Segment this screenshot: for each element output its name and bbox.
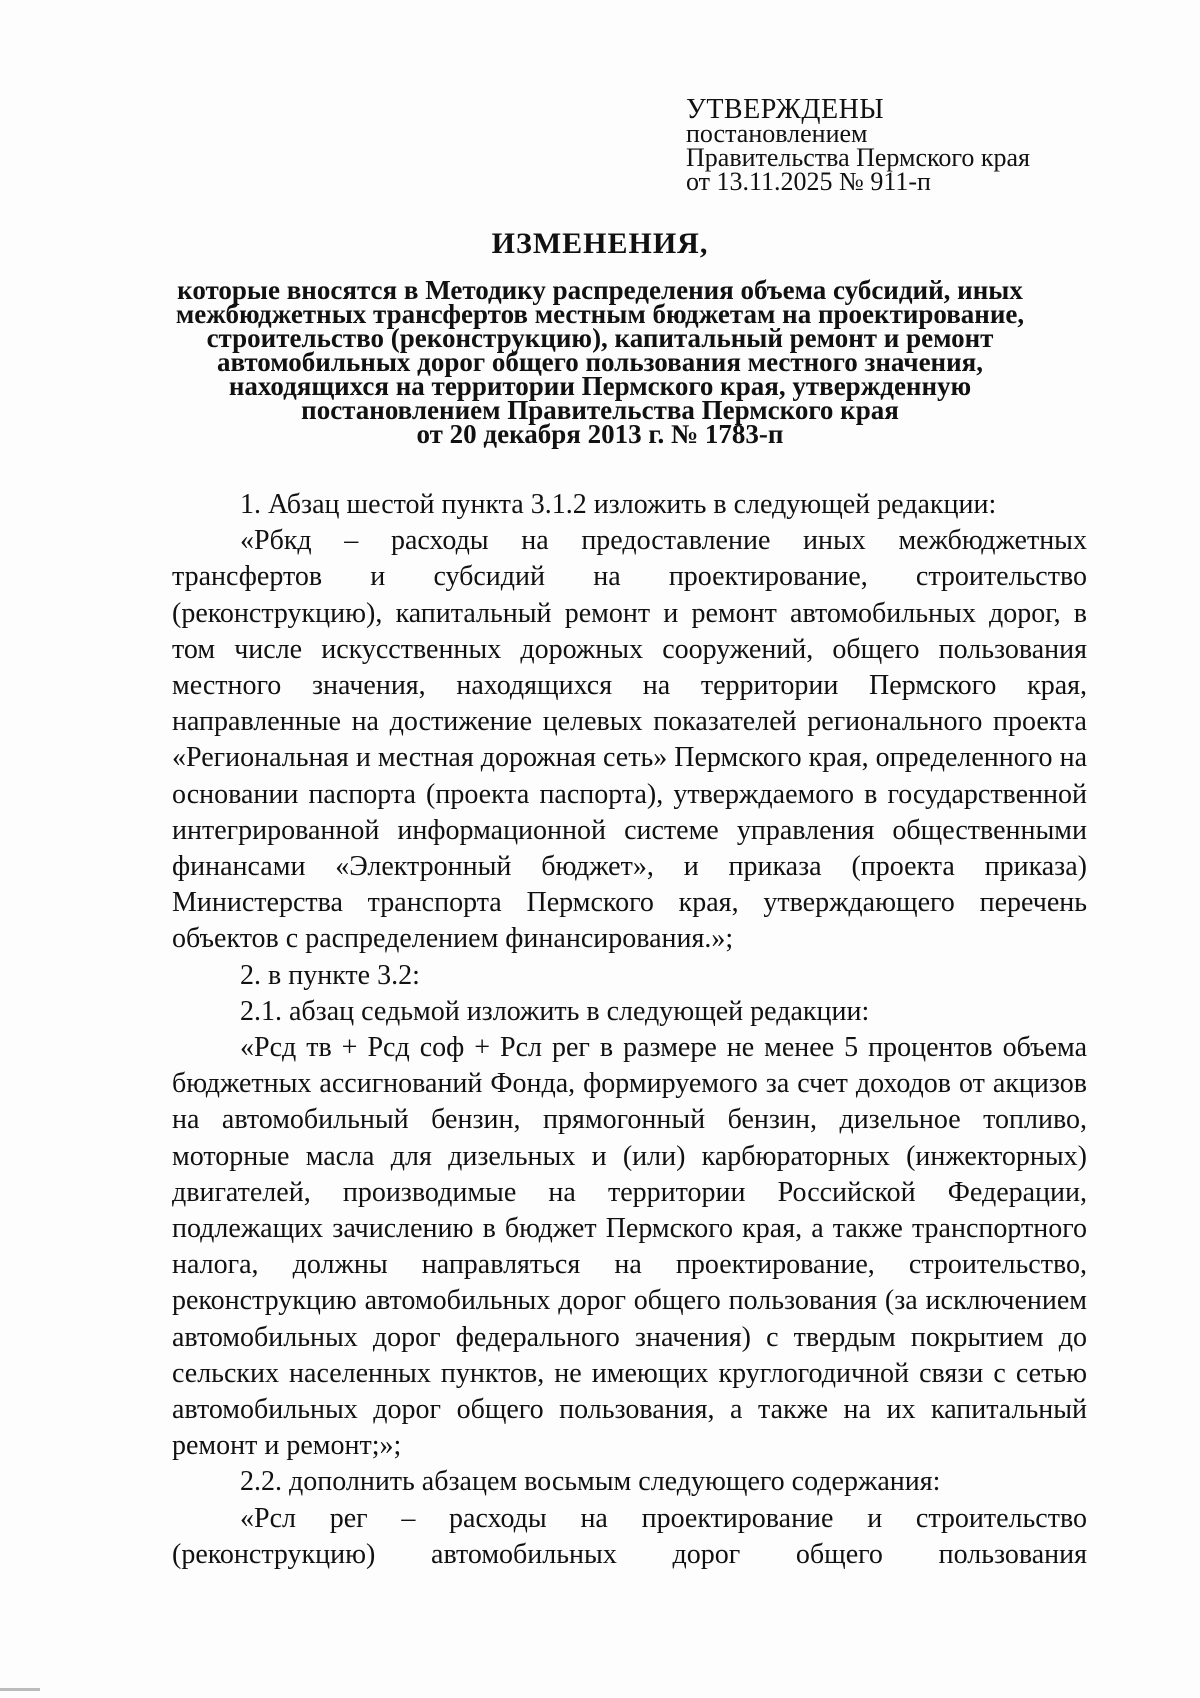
heading-line: строительство (реконструкцию), капитальный ремонт и ремонт	[206, 323, 994, 353]
approval-stamp-block	[686, 94, 1030, 196]
approval-title: УТВЕРЖДЕНЫ	[686, 94, 885, 125]
document-body	[172, 487, 1087, 1573]
heading-line: от 20 декабря 2013 г. № 1783-п	[416, 419, 784, 449]
document-heading	[150, 227, 1050, 449]
approval-line-date-number: от 13.11.2025 № 911-п	[686, 167, 931, 196]
heading-line: автомобильных дорог общего пользования местного значения,	[216, 347, 984, 377]
approval-line-government: Правительства Пермского края	[686, 143, 1030, 172]
paragraph-item-1: 1. Абзац шестой пункта 3.1.2 изложить в следующей редакции:	[240, 489, 997, 520]
paragraph-item-2: 2. в пункте 3.2:	[240, 959, 420, 991]
paragraph-item-2-1: 2.1. абзац седьмой изложить в следующей редакции:	[240, 995, 870, 1027]
approval-line-resolution: постановлением	[686, 119, 868, 148]
heading-line: постановлением Правительства Пермского края	[301, 395, 899, 425]
heading-line: находящихся на территории Пермского края, утвержденную	[228, 371, 972, 401]
scan-edge-mark	[0, 1688, 40, 1691]
heading-title: ИЗМЕНЕНИЯ,	[491, 227, 709, 260]
heading-line: которые вносятся в Методику распределения объема субсидий, иных	[177, 275, 1023, 305]
paragraph-rsd-definition: «Рсд тв + Рсд соф + Рсл рег в размере не менее 5 процентов объема бюджетных ассигнований Фонда, формируемого за счет доходов от акцизов на автомобильный бензин, прямогонный бензин, дизельное топливо, моторные масла для дизельных и (или) карбюраторных (инжекторных) двигателей, производимые на территории Российской Федерации, подлежащих зачислению в бюджет Пермского края, а также транспортного налога, должны направляться на проектирование, строительство, реконструкцию автомобильных дорог общего пользования (за исключением автомобильных дорог федерального значения) с твердым покрытием до сельских населенных пунктов, не имеющих круглогодичной связи с сетью автомобильных дорог общего пользования, а также на их капитальный ремонт и ремонт;»;	[172, 1032, 1087, 1462]
paragraph-rsl-definition: «Рсл рег – расходы на проектирование и строительство (реконструкцию) автомобильных дорог общего пользования	[172, 1502, 1087, 1570]
paragraph-rbkd-definition: «Рбкд – расходы на предоставление иных межбюджетных трансфертов и субсидий на проектирование, строительство (реконструкцию), капитальный ремонт и ремонт автомобильных дорог, в том числе искусственных дорожных сооружений, общего пользования местного значения, находящихся на территории Пермского края, направленные на достижение целевых показателей регионального проекта «Региональная и местная дорожная сеть» Пермского края, определенного на основании паспорта (проекта паспорта), утверждаемого в государственной интегрированной информационной системе управления общественными финансами «Электронный бюджет», и приказа (проекта приказа) Министерства транспорта Пермского края, утверждающего перечень объектов с распределением финансирования.»;	[172, 525, 1087, 955]
heading-line: межбюджетных трансфертов местным бюджетам на проектирование,	[175, 299, 1025, 329]
paragraph-item-2-2: 2.2. дополнить абзацем восьмым следующего содержания:	[240, 1466, 941, 1498]
